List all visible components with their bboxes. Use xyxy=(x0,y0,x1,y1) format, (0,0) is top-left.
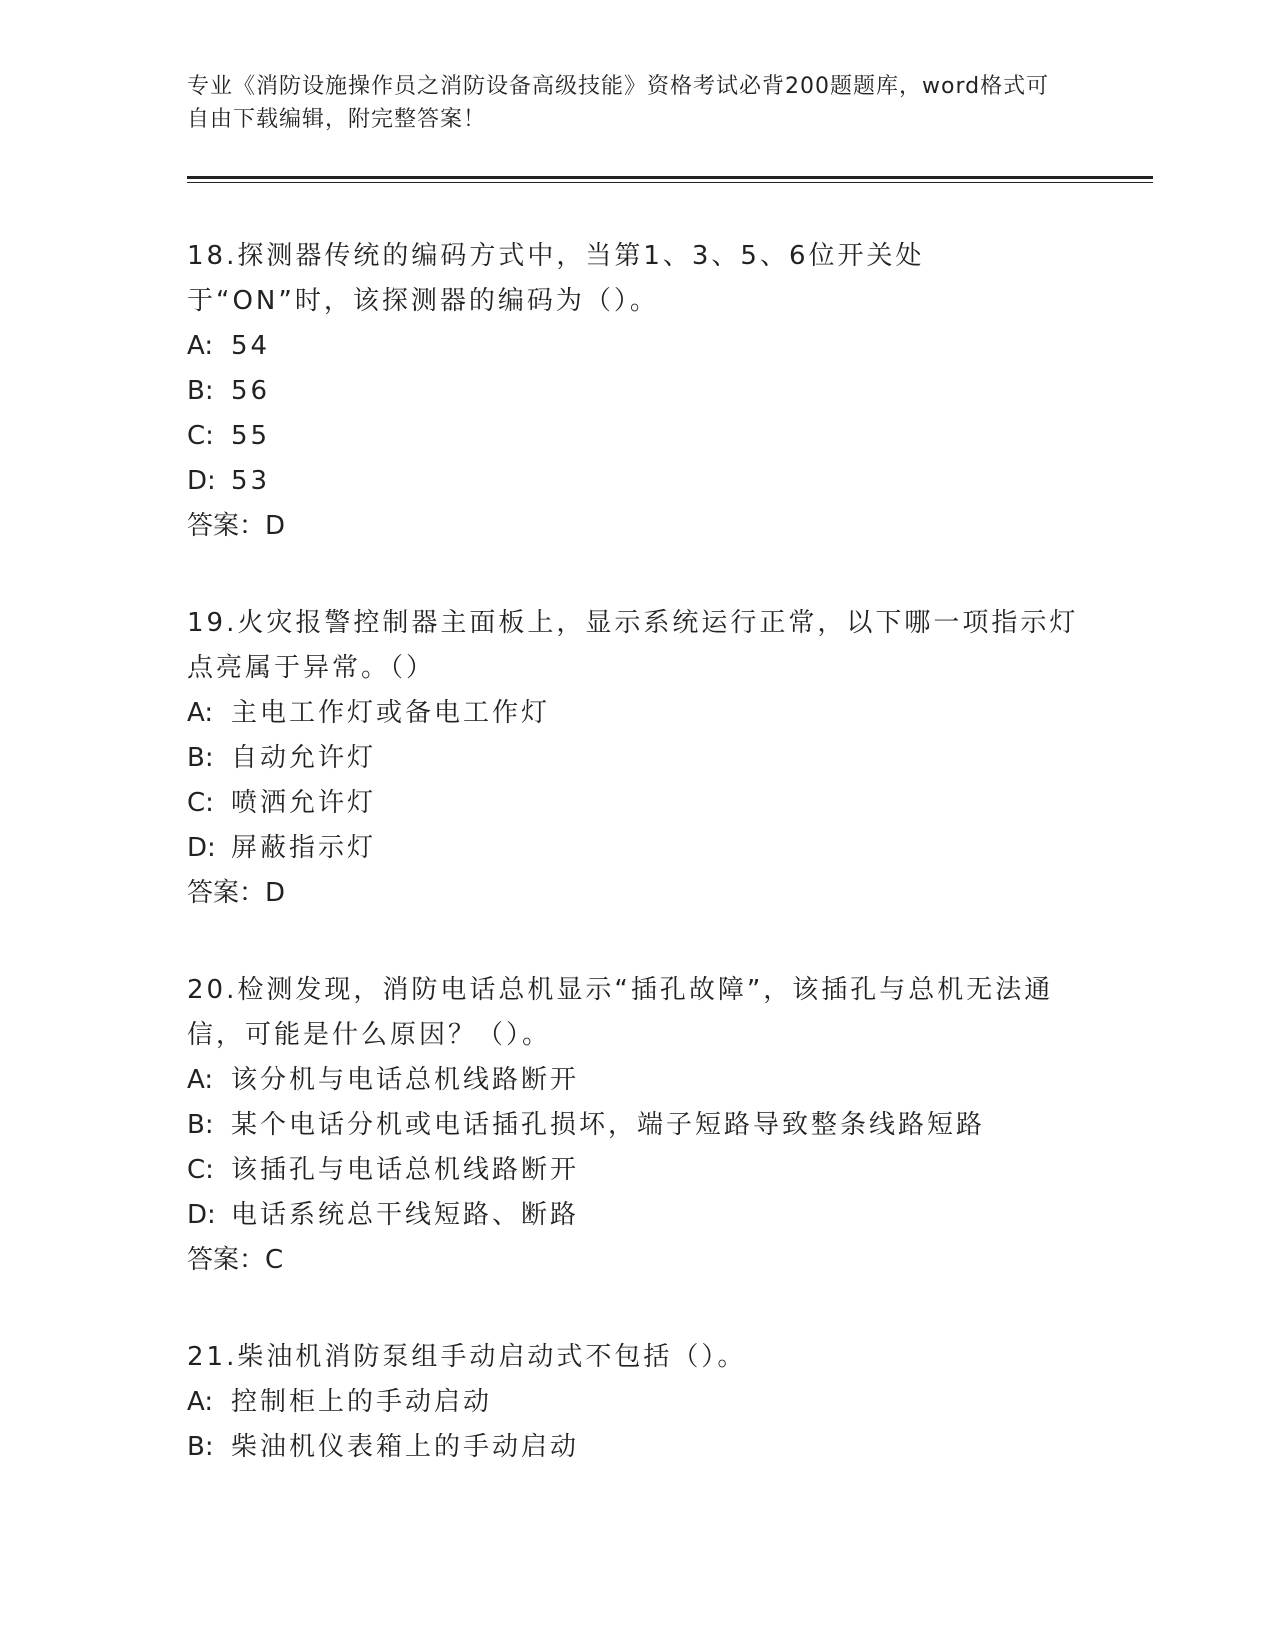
option-label: B: xyxy=(187,1432,214,1462)
option-text: 某个电话分机或电话插孔损坏，端子短路导致整条线路短路 xyxy=(231,1110,986,1140)
option-text: 控制柜上的手动启动 xyxy=(231,1387,493,1417)
option-c xyxy=(187,414,1087,459)
option-text: 柴油机仪表箱上的手动启动 xyxy=(231,1432,580,1462)
option-text: 56 xyxy=(231,376,271,406)
question-stem: 18.探测器传统的编码方式中，当第1、3、5、6位开关处于“ON”时，该探测器的编码为（）。 xyxy=(187,241,925,316)
option-text: 53 xyxy=(231,466,271,496)
option-label: A: xyxy=(187,1065,214,1095)
option-c xyxy=(187,781,1087,826)
option-label: C: xyxy=(187,1155,214,1185)
question-20 xyxy=(187,968,1087,1283)
answer-line: 答案：D xyxy=(187,878,286,908)
header-divider-thick xyxy=(187,176,1153,179)
option-label: C: xyxy=(187,421,214,451)
option-text: 自动允许灯 xyxy=(231,743,377,773)
option-b xyxy=(187,1103,1087,1148)
option-d xyxy=(187,826,1087,871)
option-text: 55 xyxy=(231,421,271,451)
header-divider-thin xyxy=(187,182,1153,183)
option-text: 电话系统总干线短路、断路 xyxy=(231,1200,580,1230)
question-21 xyxy=(187,1335,1087,1470)
question-list xyxy=(187,234,1087,1522)
option-a xyxy=(187,1380,1087,1425)
option-label: A: xyxy=(187,331,214,361)
option-b xyxy=(187,736,1087,781)
option-text: 该分机与电话总机线路断开 xyxy=(231,1065,580,1095)
question-stem: 20.检测发现，消防电话总机显示“插孔故障”，该插孔与总机无法通信，可能是什么原因？（）。 xyxy=(187,975,1054,1050)
document-intro: 专业《消防设施操作员之消防设备高级技能》资格考试必背200题题库，word格式可自由下载编辑，附完整答案！ xyxy=(187,74,1050,132)
option-b xyxy=(187,369,1087,414)
question-18 xyxy=(187,234,1087,549)
option-text: 主电工作灯或备电工作灯 xyxy=(231,698,551,728)
option-label: B: xyxy=(187,376,214,406)
option-c xyxy=(187,1148,1087,1193)
option-label: D: xyxy=(187,833,216,863)
option-text: 该插孔与电话总机线路断开 xyxy=(231,1155,580,1185)
option-label: B: xyxy=(187,1110,214,1140)
question-stem: 19.火灾报警控制器主面板上，显示系统运行正常，以下哪一项指示灯点亮属于异常。（） xyxy=(187,608,1079,683)
option-text: 54 xyxy=(231,331,271,361)
option-label: B: xyxy=(187,743,214,773)
option-a xyxy=(187,324,1087,369)
option-label: D: xyxy=(187,466,216,496)
option-d xyxy=(187,1193,1087,1238)
question-19 xyxy=(187,601,1087,916)
option-a xyxy=(187,1058,1087,1103)
option-text: 屏蔽指示灯 xyxy=(231,833,377,863)
option-b xyxy=(187,1425,1087,1470)
answer-line: 答案：C xyxy=(187,1245,284,1275)
option-label: D: xyxy=(187,1200,216,1230)
question-stem: 21.柴油机消防泵组手动启动式不包括（）。 xyxy=(187,1342,747,1372)
option-label: A: xyxy=(187,1387,214,1417)
option-text: 喷洒允许灯 xyxy=(231,788,377,818)
option-d xyxy=(187,459,1087,504)
option-label: A: xyxy=(187,698,214,728)
answer-line: 答案：D xyxy=(187,511,286,541)
option-a xyxy=(187,691,1087,736)
option-label: C: xyxy=(187,788,214,818)
